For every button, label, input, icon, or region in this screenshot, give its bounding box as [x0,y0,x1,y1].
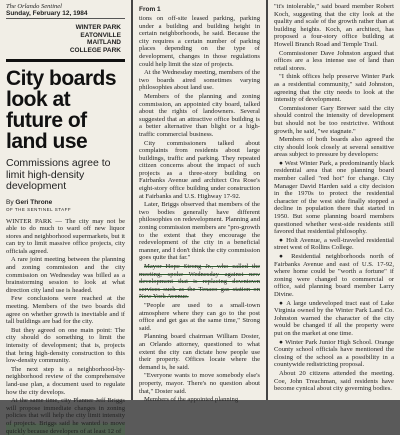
headline-rule [6,59,125,62]
paragraph: "Everyone wants to move somebody else's property, mayor. There's no question about that," Doster said. [139,372,260,395]
clipping-column-2 [133,0,266,400]
paragraph: Members of both boards also agreed the city should look closely at several sensitive areas subject to pressure by developers: [274,136,394,159]
paragraph: "I think offices help preserve Winter Park as a residential community," said Johnston, agreeing that the city needs to look at the intensity of development. [274,73,394,103]
paragraph: tions on off-site leased parking, parking under a building and building height in certain neighborhoods, he said. Because the city requires a certain number of parking places depending on the type of development, changes in those regulations could help limit the size of projects. [139,15,260,68]
bullet-paragraph: ● Holt Avenue, a well-traveled residential street west of Rollins College. [274,237,394,252]
article-body-col3 [268,0,400,393]
region-item: EATONVILLE [6,32,121,40]
paragraph: Few conclusions were reached at the meeting. Members of the two boards did agree on whether growth is inevitable and if tall buildings are bad for the city. [6,295,125,325]
paragraph: At the same time, city Planner Jeff Briggs will propose immediate changes in zoning policies that will help the city limit intensity of projects. Briggs said he wanted to move quickly because developers of at least 12 of [6,397,125,435]
paper-name: The Orlando Sentinel [6,3,125,10]
clipping-column-1 [0,0,131,400]
paragraph: At the Wednesday meeting, members of the two boards aired sometimes varying philosophies about land use. [139,69,260,92]
bullet-paragraph: ● Winter Park Junior High School. Orange County school officials have mentioned the closing of the school as a possibility in a countywide redistricting proposal. [274,339,394,369]
paragraph: The next step is a neighborhood-by-neighborhood review of the comprehensive land-use plan, a document used to regulate how the city develops. [6,366,125,396]
article-body-col1 [6,218,125,435]
byline-author: Geri Throne [15,199,52,206]
paragraph: "People are used to a small-town atmosphere where they can go to the post office and get gas at the same time," Strong said. [139,302,260,332]
paragraph: Mayor Hope Strong Jr., who called the meeting, spoke Wednesday against new development that is replacing downtown services such as the Texaco gas station on New York Avenue. [139,263,260,301]
paragraph: Later, Briggs observed that members of the two bodies generally have different philosophies on redevelopment. Planning and zoning commission members are "pro-growth to the extent that they encourage the redevelopment of the city in a beneficial manner, and I don't think the city commission goes quite that far." [139,201,260,262]
paragraph: "it's intolerable," said board member Robert Koch, suggesting that the city look at the quality and scale of the growth rather than at building heights. Koch, an architect, has proposed a four-story office building at Howell Branch Road and Temple Trail. [274,3,394,49]
headline: City boards look at future of land use [6,68,125,152]
paragraph: A rare joint meeting between the planning and zoning commission and the city commission on Wednesday was billed as a brainstorming session to look at what direction city land use is headed. [6,256,125,294]
byline [6,199,125,206]
paragraph: Commissioner Dave Johnston argued that offices are a less intense use of land than retail stores. [274,50,394,73]
paragraph: City commissioners talked about complaints from residents about large buildings, traffic and parking. They repeated citizen concerns about the impact of such projects as a three-story building on Fairbanks Avenue and architect Ora Rose's eight-story office building under construction at Fairbanks and U.S. Highway 17-92. [139,140,260,201]
paragraph: But they agreed on one main point: The city should do something to limit the intensity of development; that is, projects that bring high-density construction to this low-density community. [6,327,125,365]
region-item: COLLEGE PARK [6,47,121,55]
subheadline: Commissions agree to limit high-density development [6,158,125,193]
paragraph: About 20 citizens attended the meeting. Coe, John Treachman, said residents have become cynical about city governing bodies. [274,370,394,393]
article-body-col2 [133,0,266,404]
region-item: MAITLAND [6,39,121,47]
byline-org: OF THE SENTINEL STAFF [6,207,125,212]
paragraph: WINTER PARK — The city may not be able to do much to ward off new liquor stores and neighborhood supermarkets, but it can try to limit massive office projects, city officials agreed. [6,218,125,256]
bullet-paragraph: ● West Winter Park, a predominantly black residential area that one planning board member called "red hot" for change. City Manager David Harden said a city decision in the 1970s to protect the residential character of the west side finally stopped a decline in population there that started in 1950. But some planning board members questioned whether west-side residents still favored that residential philosophy. [274,160,394,236]
paragraph: Members of the appointed planning [139,396,260,404]
paragraph: Planning board chairman William Doster, an Orlando attorney, questioned to what extent the city can dictate how people use their property. Offices locate where the demand is, he said. [139,333,260,371]
issue-date: Sunday, February 12, 1984 [6,10,125,17]
masthead [6,3,125,19]
region-list [6,24,121,54]
clipping-column-3 [268,0,400,400]
continuation-label: From 1 [139,6,260,13]
region-item: WINTER PARK [6,24,121,32]
paragraph: Members of the planning and zoning commission, an appointed city board, talked about the rights of landowners. Several suggested that an attractive office building is a better alternative than blight or a high-traffic commercial business. [139,93,260,139]
byline-prefix: By [6,199,14,206]
bullet-paragraph: ● Residential neighborhoods north of Fairbanks Avenue and east of U.S. 17-92, where home could be "worth a fortune" if zoning were changed to commercial or office, said planning board member Larry Divine. [274,253,394,299]
paragraph: Commissioner Gary Brewer said the city should control the intensity of development but should not be too restrictive. Without growth, he said, "we stagnate." [274,105,394,135]
bullet-paragraph: ● A large undeveloped tract east of Lake Virginia owned by the Winter Park Land Co. Johnston warned the character of the city would be changed if all the property were put on the market at one time. [274,300,394,338]
